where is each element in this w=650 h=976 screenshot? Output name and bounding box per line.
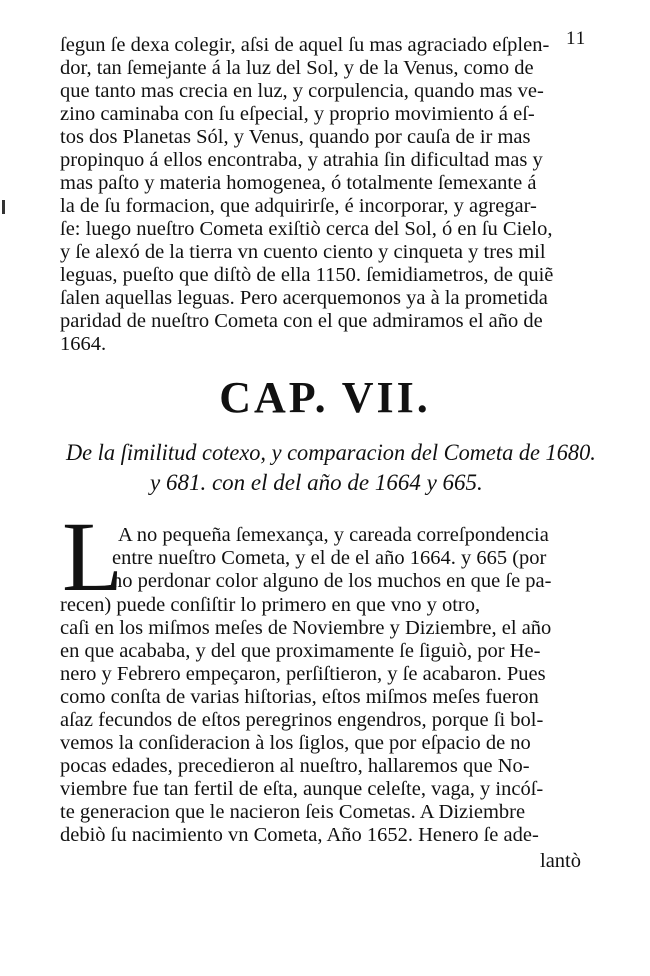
text-line: viembre fue tan fertil de eſta, aunque celeſte, vaga, y incóſ- — [60, 778, 544, 800]
text-line: y ſe alexó de la tierra vn cuento ciento y cinqueta y tres mil — [60, 241, 546, 263]
text-line: como conſta de varias hiſtorias, eſtos miſmos meſes fueron — [60, 686, 539, 708]
text-line: ſe: luego nueſtro Cometa exiſtiò cerca del Sol, ó en ſu Cielo, — [60, 218, 553, 240]
text-line: pocas edades, precedieron al nueſtro, hallaremos que No- — [60, 755, 530, 777]
text-line: 1664. — [60, 333, 107, 355]
chapter-subtitle-line: De la ſimilitud cotexo, y comparacion del Cometa de 1680. — [66, 440, 596, 465]
chapter-subtitle-line: y 681. con el del año de 1664 y 665. — [150, 470, 483, 495]
text-line: entre nueſtro Cometa, y el de el año 1664. y 665 (por — [112, 547, 547, 569]
page-number: 11 — [566, 28, 587, 49]
text-line: recen) puede conſiſtir lo primero en que vno y otro, — [60, 594, 481, 616]
text-line: A no pequeña ſemexança, y careada correſpondencia — [118, 524, 549, 546]
text-line: ſegun ſe dexa colegir, aſsi de aquel ſu mas agraciado eſplen- — [60, 34, 550, 56]
text-line: zino caminaba con ſu eſpecial, y proprio movimiento á eſ- — [60, 103, 535, 125]
catchword: lantò — [540, 850, 581, 872]
text-line: caſi en los miſmos meſes de Noviembre y Diziembre, el año — [60, 617, 552, 639]
chapter-heading: CAP. VII. — [219, 373, 431, 422]
text-line: tos dos Planetas Sól, y Venus, quando por cauſa de ir mas — [60, 126, 531, 148]
text-line: nero y Febrero empeçaron, perſiſtieron, y ſe acabaron. Pues — [60, 663, 546, 685]
text-line: debiò ſu nacimiento vn Cometa, Año 1652. Henero ſe ade- — [60, 824, 539, 846]
text-line: propinquo á ellos encontraba, y atrahia ſin dificultad mas y — [60, 149, 543, 171]
text-line: paridad de nueſtro Cometa con el que admiramos el año de — [60, 310, 543, 332]
text-line: leguas, pueſto que diſtò de ella 1150. ſemidiametros, de quiẽ — [60, 264, 554, 286]
text-line: dor, tan ſemejante á la luz del Sol, y de la Venus, como de — [60, 57, 534, 79]
text-line: en que acababa, y del que proximamente ſe ſiguiò, por He- — [60, 640, 541, 662]
text-line: que tanto mas crecia en luz, y corpulencia, quando mas ve- — [60, 80, 544, 102]
text-line: aſaz fecundos de eſtos peregrinos engendros, porque ſi bol- — [60, 709, 544, 731]
text-line: la de ſu formacion, que adquirirſe, é incorporar, y agregar- — [60, 195, 537, 217]
drop-cap: L — [62, 501, 124, 612]
text-line: ſalen aquellas leguas. Pero acerquemonos ya à la prometida — [60, 287, 548, 309]
text-line: mas paſto y materia homogenea, ó totalmente ſemexante á — [60, 172, 537, 194]
margin-mark — [2, 200, 5, 214]
text-line: no perdonar color alguno de los muchos en que ſe pa- — [112, 570, 552, 592]
text-line: te generacion que le nacieron ſeis Cometas. A Diziembre — [60, 801, 526, 823]
text-line: vemos la conſideracion à los ſiglos, que por eſpacio de no — [60, 732, 531, 754]
